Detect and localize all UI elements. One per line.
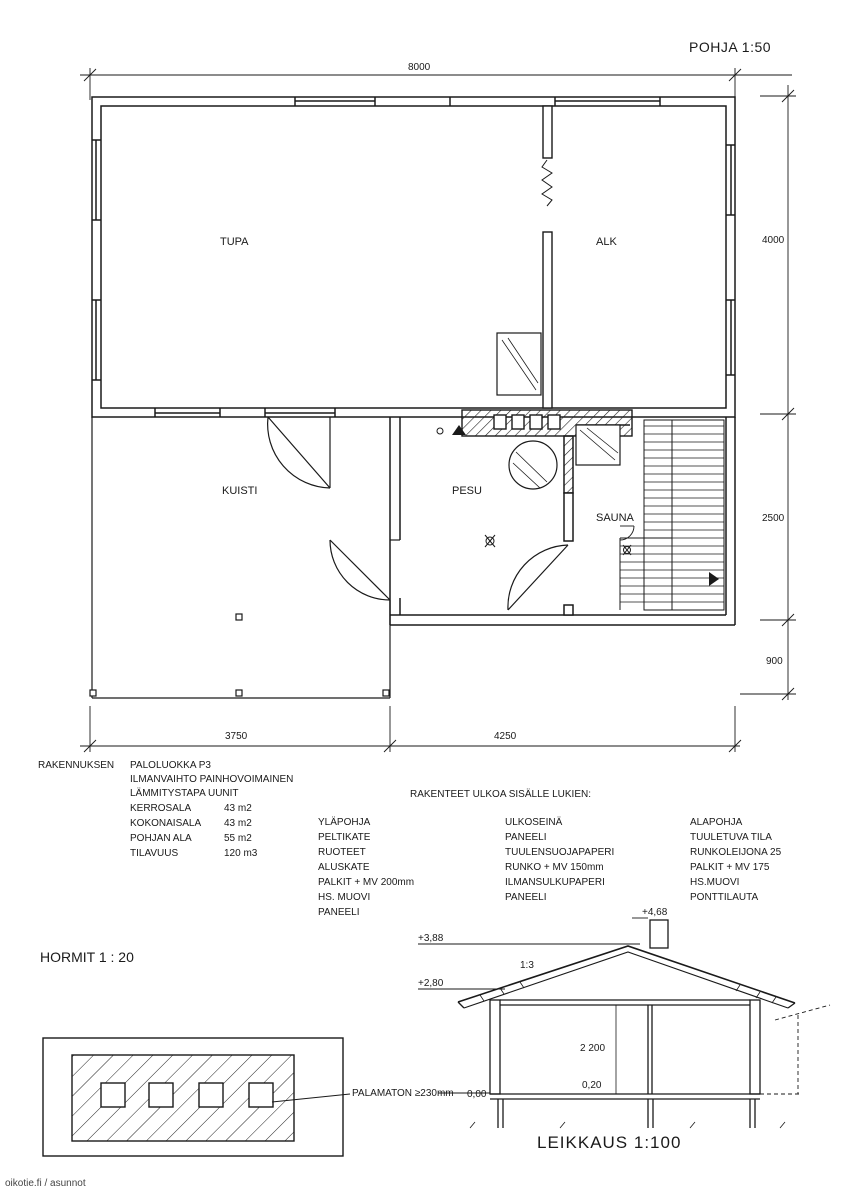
interior-wall-alk: [542, 106, 552, 408]
room-alk: ALK: [596, 236, 617, 248]
dim-top: 8000: [408, 62, 431, 73]
area-label: TILAVUUS: [130, 848, 179, 859]
ylapohja-item: PALKIT + MV 200mm: [318, 877, 415, 888]
ylapohja-item: PELTIKATE: [318, 832, 371, 843]
dim-right-top: 4000: [762, 235, 785, 246]
ylapohja-item: HS. MUOVI: [318, 892, 371, 903]
info-heating: LÄMMITYSTAPA UUNIT: [130, 788, 239, 799]
section-title: LEIKKAUS 1:100: [537, 1133, 682, 1152]
ulkoseina-item: PANEELI: [505, 892, 547, 903]
room-sauna: SAUNA: [596, 512, 634, 524]
dimension-lines: [80, 68, 796, 752]
alapohja-list: [690, 815, 781, 905]
ylapohja-item: RUOTEET: [318, 847, 366, 858]
ylapohja-item: PANEELI: [318, 907, 360, 918]
alapohja-item: TUULETUVA TILA: [690, 832, 772, 843]
level-top: +4,68: [642, 907, 668, 918]
dim-right-bottom: 900: [766, 656, 783, 667]
structures-heading: RAKENTEET ULKOA SISÄLLE LUKIEN:: [410, 789, 591, 800]
area-label: KOKONAISALA: [130, 818, 202, 829]
roof-slope: 1:3: [520, 960, 534, 971]
room-pesu: PESU: [452, 485, 482, 497]
level-zero: 0,00: [467, 1089, 487, 1100]
ulkoseina-list: [505, 815, 614, 905]
sauna-stove: [576, 425, 620, 465]
small-fixture: [437, 428, 443, 434]
level-ridge: +3,88: [418, 933, 444, 944]
hormit-note: PALAMATON ≥230mm: [352, 1088, 454, 1099]
ylapohja-item: ALUSKATE: [318, 862, 370, 873]
ulkoseina-item: TUULENSUOJAPAPERI: [505, 847, 615, 858]
ulkoseina-item: ULKOSEINÄ: [505, 817, 563, 828]
water-heater: [509, 441, 557, 489]
dim-bottom-left: 3750: [225, 731, 248, 742]
room-tupa: TUPA: [220, 236, 249, 248]
floor-offset: 0,20: [582, 1080, 602, 1091]
fireplace: [497, 333, 541, 395]
hormit-detail: [43, 1038, 350, 1156]
area-value: 55 m2: [224, 833, 252, 844]
porch-outline: [90, 417, 390, 698]
alapohja-item: PALKIT + MV 175: [690, 862, 770, 873]
info-ventilation: ILMANVAIHTO PAINHOVOIMAINEN: [130, 774, 294, 785]
dim-right-mid: 2500: [762, 513, 785, 524]
alapohja-item: ALAPOHJA: [690, 817, 743, 828]
ulkoseina-item: RUNKO + MV 150mm: [505, 862, 604, 873]
exterior-walls: [92, 97, 735, 417]
info-fire-class: PALOLUOKKA P3: [130, 760, 211, 771]
alapohja-item: HS.MUOVI: [690, 877, 740, 888]
ylapohja-list: [318, 815, 414, 920]
sauna-benches: [620, 420, 724, 610]
area-label: KERROSALA: [130, 803, 192, 814]
info-heading: RAKENNUKSEN: [38, 760, 115, 771]
ulkoseina-item: PANEELI: [505, 832, 547, 843]
area-value: 43 m2: [224, 818, 252, 829]
alapohja-item: PONTTILAUTA: [690, 892, 759, 903]
watermark: oikotie.fi / asunnot: [5, 1178, 86, 1189]
plan-title: POHJA 1:50: [689, 39, 772, 55]
alapohja-item: RUNKOLEIJONA 25: [690, 847, 782, 858]
section-height: 2 200: [580, 1043, 606, 1054]
area-value: 120 m3: [224, 848, 258, 859]
level-eave: +2,80: [418, 978, 444, 989]
area-value: 43 m2: [224, 803, 252, 814]
ulkoseina-item: ILMANSULKUPAPERI: [505, 877, 605, 888]
room-kuisti: KUISTI: [222, 485, 258, 497]
ceiling-lamps: [485, 535, 631, 555]
hormit-title: HORMIT 1 : 20: [40, 949, 134, 965]
dim-bottom-right: 4250: [494, 731, 517, 742]
area-label: POHJAN ALA: [130, 833, 192, 844]
ylapohja-item: YLÄPOHJA: [318, 817, 371, 828]
